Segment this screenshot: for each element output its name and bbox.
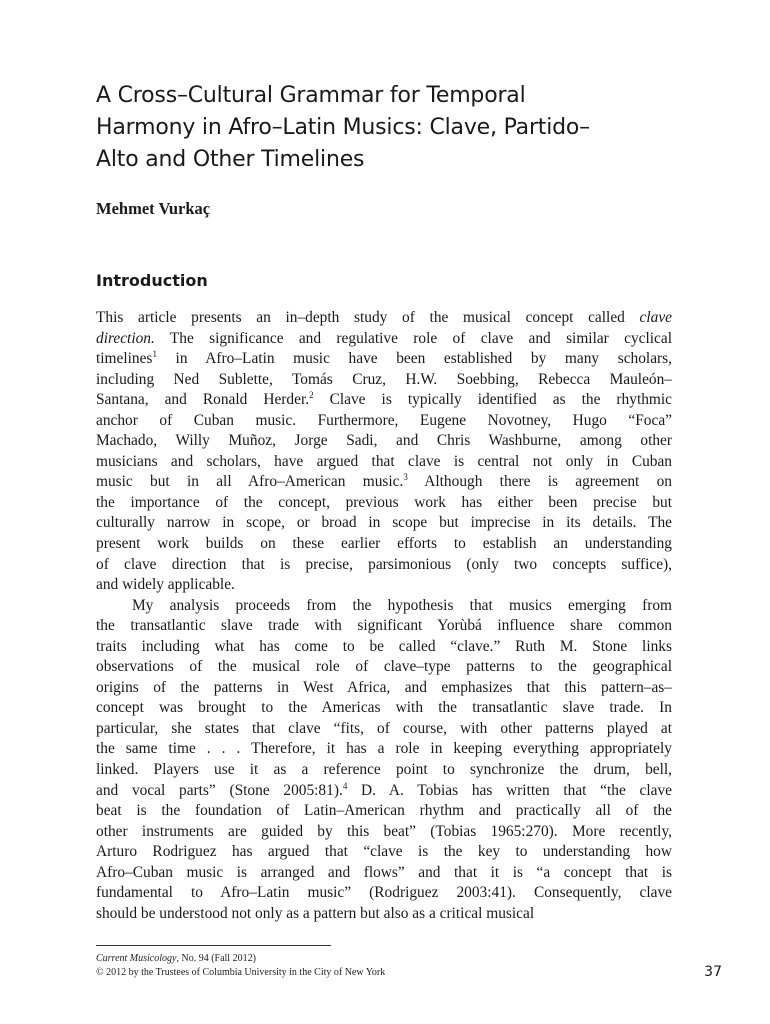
body-line: concept was brought to the Americas with the transatlantic slave trade. In: [96, 699, 672, 717]
body-line: should be understood not only as a pattern but also as a critical musical: [96, 904, 535, 922]
body-line: the same time . . . Therefore, it has a role in keeping everything appropriately: [96, 740, 672, 758]
body-line: anchor of Cuban music. Furthermore, Eugene Novotney, Hugo “Foca”: [96, 411, 672, 429]
journal-citation: Current Musicology, No. 94 (Fall 2012): [96, 953, 256, 964]
body-line: and vocal parts” (Stone 2005:81).$^4$ D. A. Tobias has written that “the clave: [96, 780, 673, 799]
body-line: Afro–Cuban music is arranged and flows” and that it is “a concept that is: [96, 863, 672, 881]
body-line: the importance of the concept, previous work has either been precise but: [96, 493, 672, 511]
article-page: [96, 80, 673, 922]
body-line: and widely applicable.: [96, 576, 235, 594]
body-line: music but in all Afro–American music.$^3$ Although there is agreement on: [96, 472, 672, 491]
body-line: including Ned Sublette, Tomás Cruz, H.W. Soebbing, Rebecca Mauleón–: [96, 370, 672, 388]
body-line: beat is the foundation of Latin–American rhythm and practically all of the: [96, 802, 672, 820]
body-line: the transatlantic slave trade with significant Yorùbá influence share common: [96, 617, 672, 635]
body-line: timelines$^1$ in Afro–Latin music have been established by many scholars,: [96, 349, 672, 368]
copyright-notice: © 2012 by the Trustees of Columbia University in the City of New York: [96, 967, 386, 978]
body-line: Arturo Rodriguez has argued that “clave is the key to understanding how: [96, 843, 672, 861]
article-title: [96, 80, 672, 176]
body-line: present work builds on these earlier efforts to establish an understanding: [96, 535, 672, 553]
body-line: observations of the musical role of clave–type patterns to the geographical: [96, 658, 672, 676]
body-line: Santana, and Ronald Herder.$^2$ Clave is typically identified as the rhythmic: [96, 390, 672, 409]
footnote-divider: [96, 945, 331, 946]
body-line: fundamental to Afro–Latin music” (Rodriguez 2003:41). Consequently, clave: [96, 884, 672, 902]
page-footer: [96, 952, 385, 980]
title-line: A Cross–Cultural Grammar for Temporal: [96, 83, 526, 108]
page-number: 37: [704, 964, 722, 980]
body-line: linked. Players use it as a reference point to synchronize the drum, bell,: [96, 761, 672, 779]
body-line: traits including what has come to be called “clave.” Ruth M. Stone links: [96, 637, 672, 655]
body-text: [96, 308, 672, 924]
title-line: Harmony in Afro–Latin Musics: Clave, Partido–: [96, 115, 590, 140]
body-line: Machado, Willy Muñoz, Jorge Sadi, and Chris Washburne, among other: [96, 432, 672, 450]
body-line: direction. The significance and regulative role of clave and similar cyclical: [96, 329, 672, 347]
author-name: Mehmet Vurkaç: [96, 199, 211, 218]
body-line: other instruments are guided by this beat” (Tobias 1965:270). More recently,: [96, 822, 672, 840]
body-line: This article presents an in–depth study of the musical concept called clave: [96, 309, 672, 326]
body-line: My analysis proceeds from the hypothesis that musics emerging from: [132, 596, 672, 614]
section-heading: Introduction: [96, 271, 208, 290]
body-line: particular, she states that clave “fits, of course, with other patterns played at: [96, 719, 672, 737]
body-line: culturally narrow in scope, or broad in scope but imprecise in its details. The: [96, 514, 672, 532]
body-line: origins of the patterns in West Africa, and emphasizes that this pattern–as–: [96, 678, 672, 696]
body-line: of clave direction that is precise, parsimonious (only two concepts suffice),: [96, 555, 672, 573]
body-line: musicians and scholars, have argued that clave is central not only in Cuban: [96, 452, 672, 470]
title-line: Alto and Other Timelines: [96, 147, 365, 172]
